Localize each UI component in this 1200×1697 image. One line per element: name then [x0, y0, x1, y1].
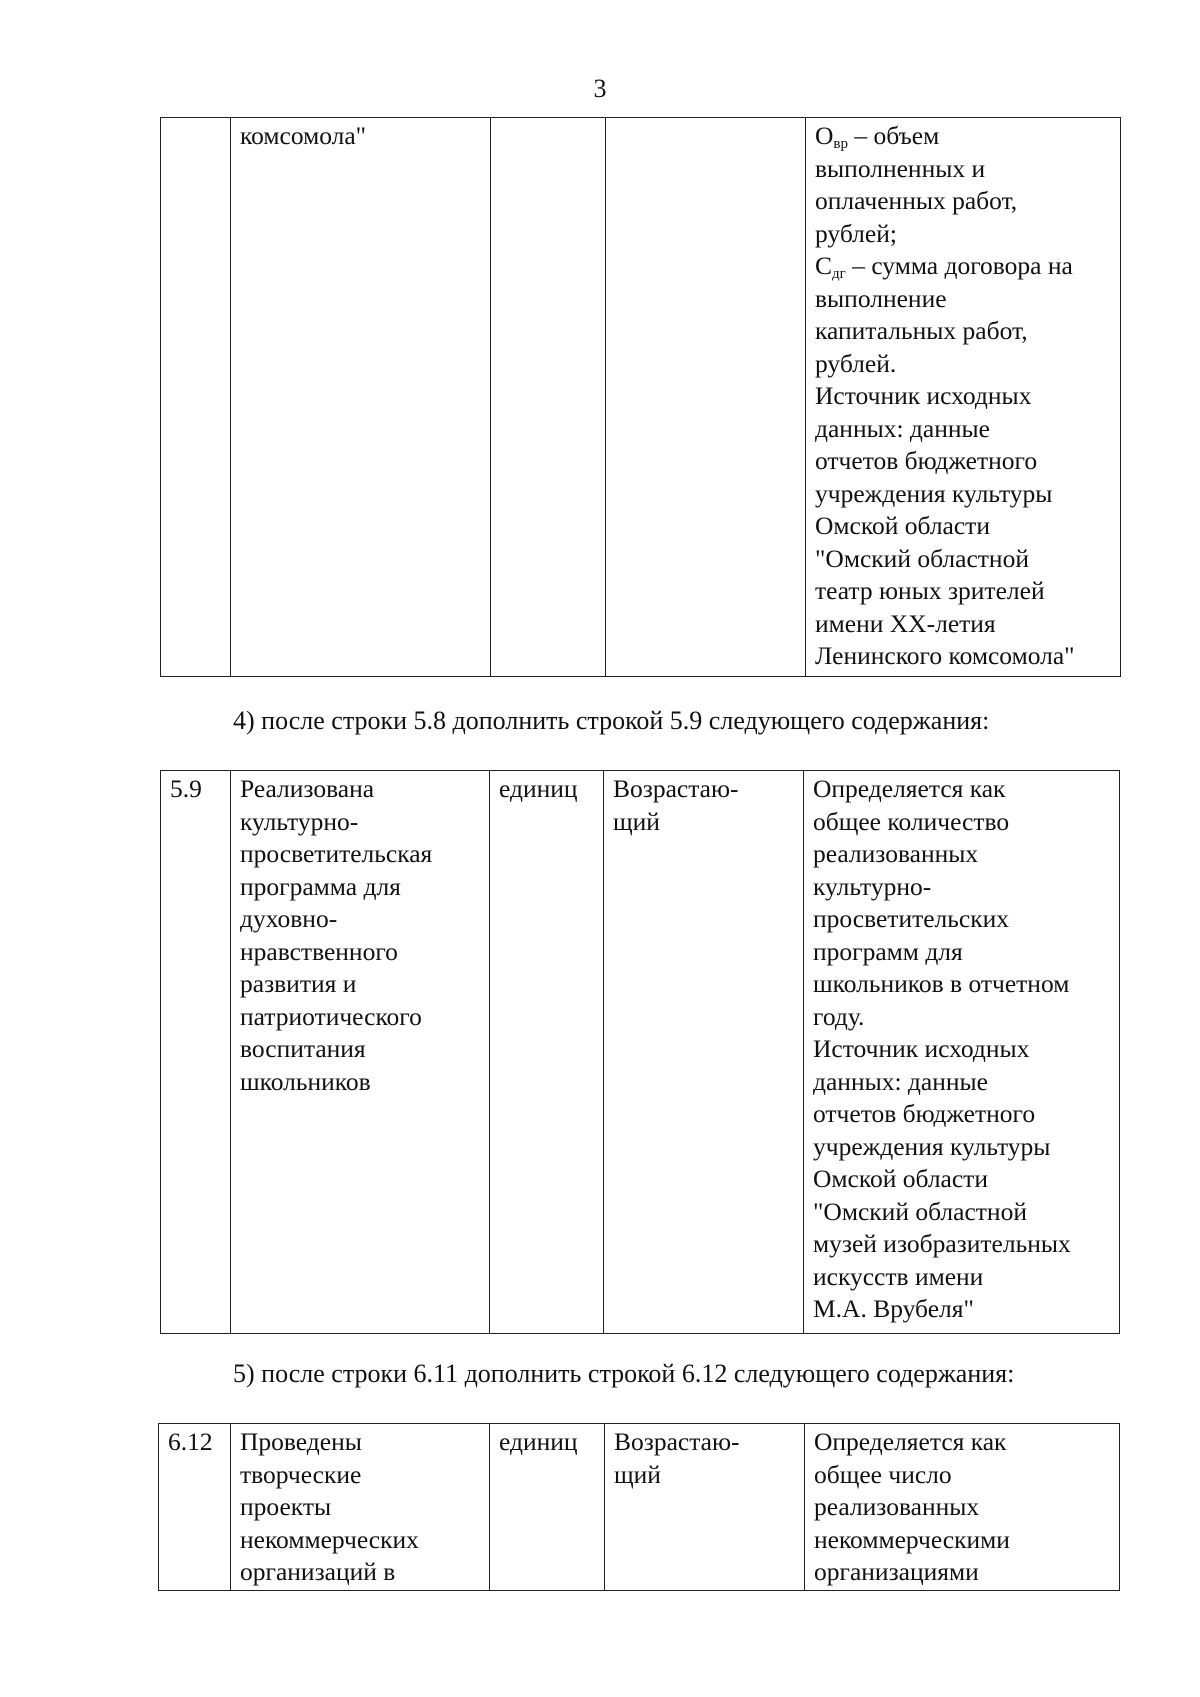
cell-text-line: рублей; [815, 218, 897, 248]
cell-text-line: Реализована [240, 774, 375, 803]
cell-text-line: проекты [240, 1492, 332, 1521]
cell-text-line: выполненных и [815, 153, 986, 183]
cell-text-line: капитальных работ, [815, 316, 1028, 345]
cell-text-line: данных: данные [813, 1066, 988, 1096]
cell-text-line: комсомола" [240, 121, 367, 150]
trend-cell [606, 118, 806, 677]
cell-text-line: Определяется как [814, 1427, 1007, 1456]
cell-text-line: некоммерческими [814, 1524, 1010, 1554]
cell-text-line: творческие [240, 1459, 362, 1489]
unit-text: единиц [499, 774, 578, 803]
sdg-subscript: дг [832, 266, 846, 282]
cell-text-line: Омской области [815, 511, 990, 540]
unit-cell [491, 118, 606, 677]
indicator-name-cell [231, 118, 491, 677]
number-cell [161, 118, 231, 677]
number-cell [159, 1424, 231, 1591]
unit-cell [490, 771, 604, 1334]
cell-text-line: искусств имени [813, 1261, 984, 1291]
cell-text-line: Источник исходных [813, 1034, 1030, 1063]
cell-text-line: имени XX-летия [815, 608, 996, 638]
cell-text-line: "Омский областной [813, 1196, 1027, 1226]
indicator-table-5-9 [160, 770, 1120, 1334]
cell-text-line: рублей. [815, 348, 897, 378]
cell-text-line: программ для [813, 936, 963, 966]
trend-cell [605, 1424, 805, 1591]
ovr-definition-line [815, 120, 1112, 153]
cell-text-line: году. [813, 1001, 865, 1031]
cell-text-line: учреждения культуры [813, 1131, 1051, 1161]
cell-text-line: программа для [240, 871, 401, 901]
calculation-method-cell [804, 771, 1120, 1334]
cell-text-line: Проведены [240, 1427, 362, 1456]
cell-text-line: воспитания [240, 1034, 366, 1063]
cell-text-line: культурно- [240, 806, 359, 836]
cell-text-line: нравственного [240, 936, 398, 966]
cell-text-line: Ленинского комсомола" [815, 641, 1075, 670]
cell-text-line: учреждения культуры [815, 478, 1053, 508]
cell-text-line: театр юных зрителей [815, 576, 1045, 605]
sdg-text: – сумма договора на [845, 251, 1073, 280]
table-row [161, 771, 1120, 1334]
amendment-paragraph-5: 5) после строки 6.11 дополнить строкой 6.12 следующего содержания: [233, 1359, 1015, 1388]
cell-text-line: просветительская [240, 839, 433, 868]
sdg-definition-line [815, 250, 1112, 283]
cell-text-line: патриотического [240, 1001, 422, 1031]
cell-text-line: Возрастаю- [613, 774, 739, 803]
cell-text-line: выполнение [815, 283, 947, 313]
cell-text-line: Определяется как [813, 774, 1006, 803]
ovr-text: – объем [848, 121, 940, 150]
indicator-table-6-12 [158, 1423, 1120, 1591]
cell-text-line: "Омский областной [815, 543, 1029, 573]
cell-text-line: культурно- [813, 871, 932, 901]
cell-text-line: щий [613, 806, 660, 836]
cell-text-line: организаций в [240, 1557, 396, 1586]
trend-cell [604, 771, 804, 1334]
sdg-symbol: С [815, 251, 833, 280]
cell-text-line: отчетов бюджетного [815, 446, 1038, 475]
unit-cell [490, 1424, 605, 1591]
row-number: 6.12 [168, 1427, 213, 1456]
cell-text-line: некоммерческих [240, 1524, 419, 1554]
cell-text-line: школьников в отчетном [813, 969, 1070, 998]
table-row [159, 1424, 1120, 1591]
cell-text-line: Омской области [813, 1164, 988, 1193]
cell-text-line: организациями [814, 1557, 979, 1586]
ovr-symbol: О [815, 121, 834, 150]
indicator-name-cell [231, 771, 490, 1334]
unit-text: единиц [499, 1427, 578, 1456]
cell-text-line: духовно- [240, 904, 338, 933]
number-cell [161, 771, 231, 1334]
row-number: 5.9 [170, 774, 202, 803]
cell-text-line: реализованных [814, 1492, 980, 1521]
calculation-method-cell [806, 118, 1121, 677]
cell-text-line: данных: данные [815, 413, 990, 443]
cell-text-line: Возрастаю- [614, 1427, 740, 1456]
cell-text-line: общее количество [813, 806, 1010, 836]
indicator-name-cell [231, 1424, 490, 1591]
indicator-table-continuation [160, 117, 1121, 677]
page-number: 3 [593, 74, 607, 103]
cell-text-line: музей изобразительных [813, 1229, 1071, 1258]
cell-text-line: общее число [814, 1459, 952, 1489]
ovr-subscript: вр [833, 136, 849, 152]
cell-text-line: школьников [240, 1066, 371, 1096]
amendment-paragraph-4: 4) после строки 5.8 дополнить строкой 5.9 следующего содержания: [233, 706, 990, 735]
cell-text-line: развития и [240, 969, 357, 998]
cell-text-line: реализованных [813, 839, 979, 868]
cell-text-line: Источник исходных [815, 381, 1032, 410]
calculation-method-cell [805, 1424, 1120, 1591]
cell-text-line: просветительских [813, 904, 1010, 933]
cell-text-line: отчетов бюджетного [813, 1099, 1036, 1128]
cell-text-line: М.А. Врубеля" [813, 1294, 974, 1323]
table-row [161, 118, 1121, 677]
cell-text-line: оплаченных работ, [815, 186, 1018, 215]
cell-text-line: щий [614, 1459, 661, 1489]
